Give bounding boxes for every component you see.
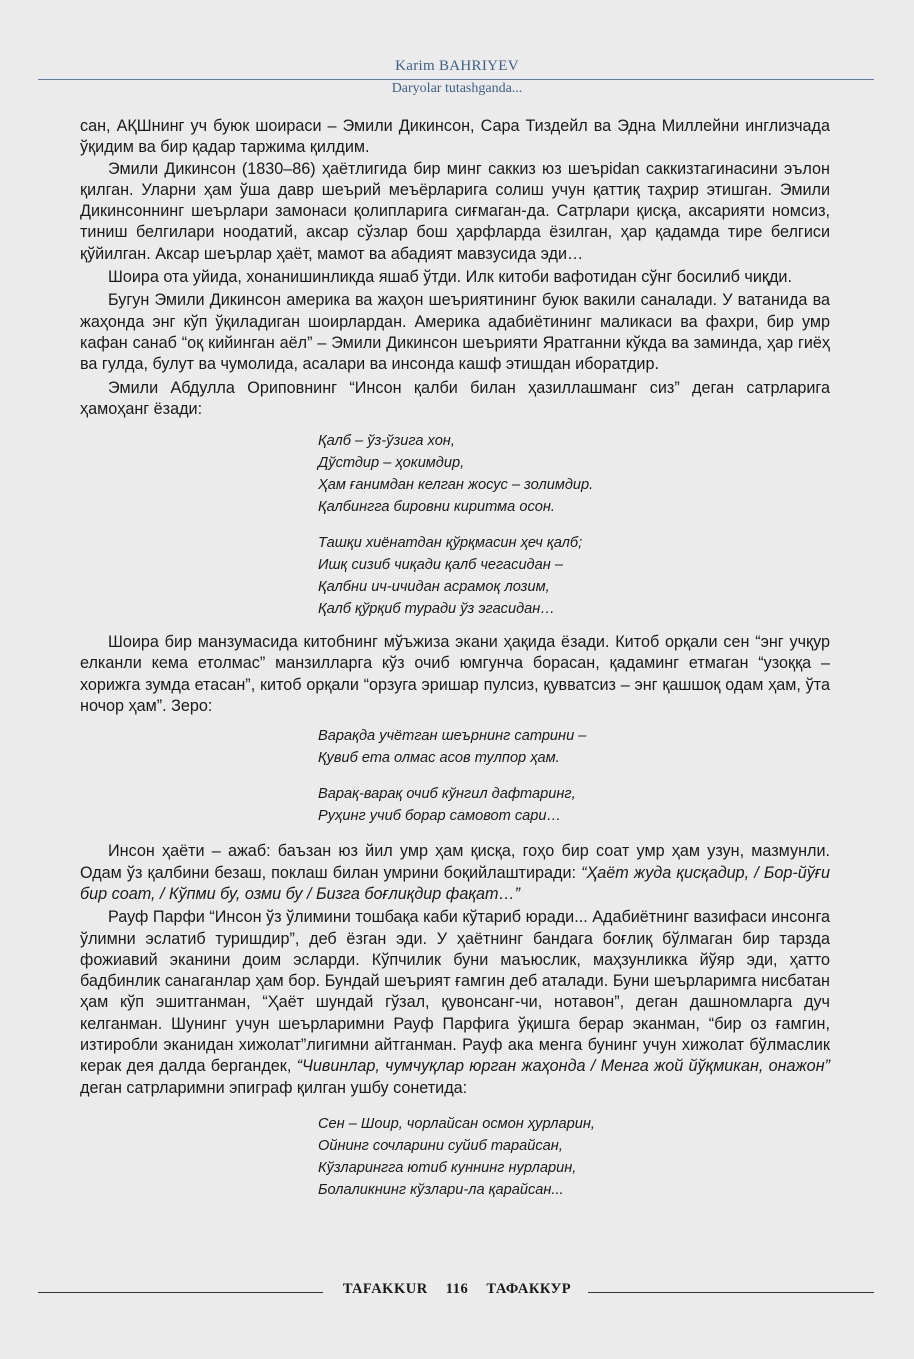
poem-line: Варақда учётган шеърнинг сатрини –: [318, 728, 587, 745]
poem-line: Сен – Шоир, чорлайсан осмон ҳурларин,: [318, 1115, 595, 1132]
poem-line: Ишқ сизиб чиқади қалб чегасидан –: [318, 557, 563, 574]
poem-line: Қалбингга бировни киритма осон.: [318, 499, 555, 516]
footer-title-latin: TAFAKKUR: [342, 1281, 428, 1297]
poem-line: Қалб қўрқиб туради ўз эгасидан…: [318, 601, 555, 618]
header-subtitle: Daryolar tutashganda...: [391, 81, 523, 96]
poem-line: Кўзларингга ютиб куннинг нурларин,: [318, 1159, 577, 1176]
paragraph-8-text: Рауф Парфи “Инсон ўз ўлимини тошбақа каби кўтариб юради... Адабиётнинг вазифаси инсонга ўлимни эслатиб туришдир”, деб ёзган эди. У ҳаётнинг бандага боғлиқ бўлмаган бир тарзда фожиавий эканини доим эсларди. Кўпчилик буни маъюслик, маҳзунликка йўяр эди, ҳатто бадбинлик санаганлар ҳам бор. Бундай шеърият ғамгин деб аталади. Буни шеърларимга нисбатан ҳам кўп эшитганман, “Ҳаёт шундай гўзал, қувонсанг-чи, нотавон”, деган дашномларга дуч келганман. Шунинг учун шеърларимни Рауф Парфига ўқишга берар эканман, “бир оз ғамгин, изтиробли эканидан хижолат”лигимни айтганман. Рауф ака менга бунинг учун хижолат бўлмаслик керак дея далда бергандек,: [80, 908, 830, 1076]
poem-line: Варақ-варақ очиб кўнгил дафтаринг,: [318, 786, 576, 803]
poem-2: [318, 725, 830, 827]
poem-line: Дўстдир – ҳокимдир,: [318, 455, 465, 472]
poem-line: Ҳам ғанимдан келган жосус – золимдир.: [318, 477, 594, 494]
footer-rule-right: [588, 1292, 874, 1293]
paragraph-4: Бугун Эмили Дикинсон америка ва жаҳон шеъриятининг буюк вакили саналади. У ватанида ва жаҳонда энг кўп ўқиладиган шоирлардан. Америка адабиётининг маликаси ва фахри, бир умр кафан санаб “оқ кийинган аёл” – Эмили Дикинсон шеърияти Яратганни кўкда ва заминда, ҳар гиёҳ ва гулда, булут ва чумолида, асалари ва инсонда кашф этишдан иборатдир.: [80, 291, 830, 374]
paragraph-1: сан, АҚШнинг уч буюк шоираси – Эмили Дикинсон, Сара Тиздейл ва Эдна Миллейни инглизчада ўқидим ва бир қадар таржима қилдим.: [80, 117, 830, 157]
poem-line: Қалбни ич-ичидан асрамоқ лозим,: [318, 579, 550, 596]
paragraph-5: Эмили Абдулла Ориповнинг “Инсон қалби билан ҳазиллашманг сиз” деган сатрларига ҳамоҳанг ёзади:: [80, 378, 830, 418]
header-author: Karim BAHRIYEV: [395, 58, 519, 74]
poem-line: Қалб – ўз-ўзига хон,: [318, 433, 455, 450]
paragraph-7-text: Инсон ҳаёти – ажаб: баъзан юз йил умр ҳам қисқа, гоҳо бир соат умр ҳам узун, мазмунли. Одам ўз қалбини безаш, поклаш билан умрини боқийлаштиради:: [80, 842, 830, 882]
paragraph-8-tail: деган сатрларимни эпиграф қилган ушбу сонетида:: [80, 1078, 468, 1097]
article-body: [80, 116, 830, 1201]
poem-line: Болаликнинг кўзлари-ла қарайсан...: [318, 1181, 564, 1198]
footer-rule-left: [38, 1292, 323, 1293]
page-number: 116: [445, 1281, 469, 1297]
paragraph-7-quote: “Ҳаёт жуда қисқадир, / Бор-йўғи бир соат, / Кўпми бу, озми бу / Бизга боғлиқдир фақат…”: [80, 863, 831, 903]
header-rule: [38, 79, 874, 80]
footer-title-cyrillic: ТАФАККУР: [486, 1281, 572, 1297]
paragraph-8-quote: “Чивинлар, чумчуқлар юрган жаҳонда / Менга жой йўқмикан, онажон”: [296, 1057, 830, 1076]
poem-3: [318, 1113, 830, 1201]
poem-1: [318, 430, 830, 620]
paragraph-3: Шоира ота уйида, хонанишинликда яшаб ўтди. Илк китоби вафотидан сўнг босилиб чиқди.: [108, 268, 792, 287]
poem-line: Ташқи хиёнатдан қўрқмасин ҳеч қалб;: [318, 535, 583, 552]
poem-line: Ойнинг сочларини суйиб тарайсан,: [318, 1137, 563, 1154]
poem-line: Қувиб ета олмас асов тулпор ҳам.: [318, 750, 560, 767]
paragraph-2: Эмили Дикинсон (1830–86) ҳаётлигида бир минг саккиз юз шеърidan саккизтагинасини эълон қилган. Уларни ҳам ўша давр шеърий меъёрларига солиш учун қаттиқ таҳрир этишган. Эмили Дикинсоннинг шеърлари замонаси қолипларига сиғмаган-да. Сатрлари қисқа, аксарияти номсиз, тиниш белгилари ноодатий, аксар сўзлар бош ҳарфларда ёзилган, ҳар қадамда тире белгиси қўйилган. Аксар шеърлар ҳаёт, мамот ва абадият мавзусида эди…: [80, 159, 830, 263]
paragraph-6: Шоира бир манзумасида китобнинг мўъжиза экани ҳақида ёзади. Китоб орқали сен “энг учқур елканли кема етолмас” манзилларга кўз очиб юмгунча борасан, қадаминг етмаган “узоққа – хорижга зумда етасан”, китоб орқали “орзуга эришар пулсиз, қувватсиз – энг қашшоқ одам ҳам, ўта ночор ҳам”. Зеро:: [80, 633, 830, 716]
paragraph-8: [80, 907, 830, 1099]
paragraph-7: [80, 841, 830, 905]
poem-line: Руҳинг учиб борар самовот сари…: [318, 808, 562, 825]
footer-running-title: [320, 1281, 594, 1298]
